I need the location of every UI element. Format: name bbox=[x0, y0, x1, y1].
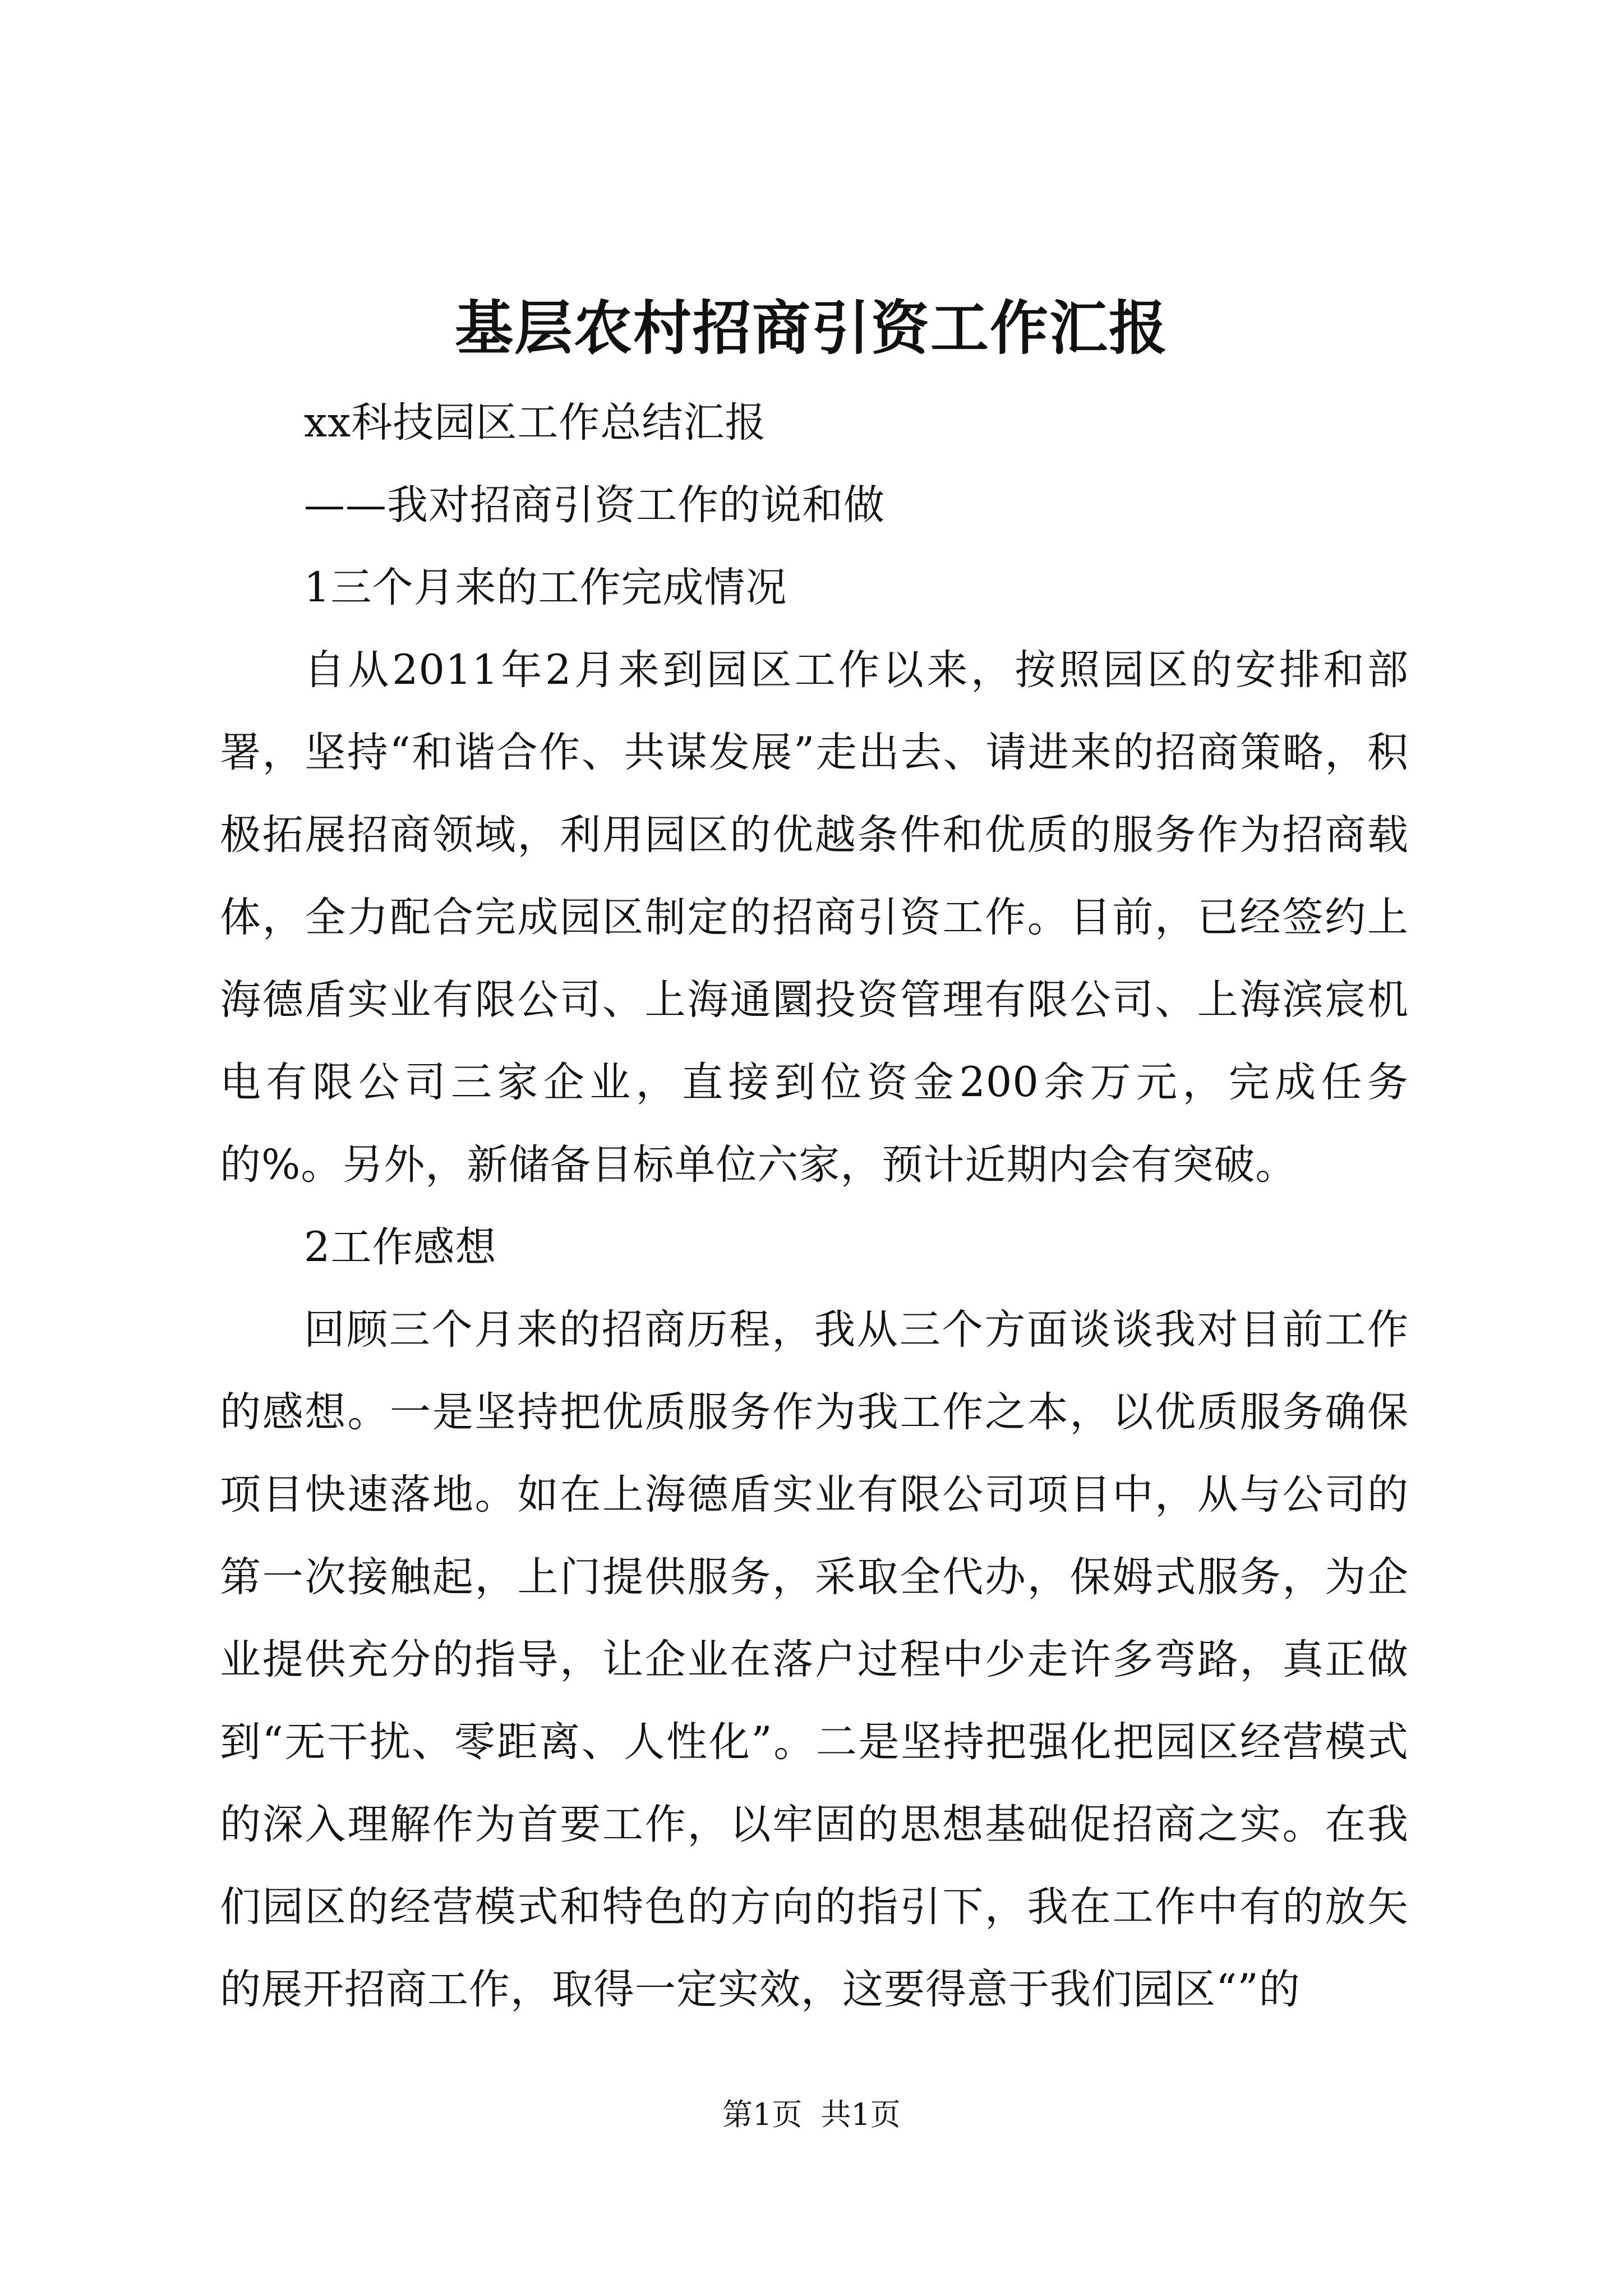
page-number: 第1页 bbox=[722, 2097, 803, 2132]
page-footer bbox=[0, 2092, 1623, 2137]
section-heading-1: 1三个月来的工作完成情况 bbox=[304, 564, 787, 611]
body-paragraph-2: 回顾三个月来的招商历程，我从三个方面谈谈我对目前工作的感想。一是坚持把优质服务作为我工作之本，以优质服务确保项目快速落地。如在上海德盾实业有限公司项目中，从与公司的第一次接触起，上门提供服务，采取全代办，保姆式服务，为企业提供充分的指导，让企业在落户过程中少走许多弯路，真正做到“无干扰、零距离、人性化”。二是坚持把强化把园区经营模式的深入理解作为首要工作，以牢固的思想基础促招商之实。在我们园区的经营模式和特色的方向的指引下，我在工作中有的放矢的展开招商工作，取得一定实效，这要得意于我们园区“”的 bbox=[220, 1306, 1409, 2013]
section-heading-2: 2工作感想 bbox=[304, 1223, 497, 1271]
document-title: 基层农村招商引资工作汇报 bbox=[454, 293, 1168, 362]
subtitle-paragraph: xx科技园区工作总结汇报 bbox=[304, 399, 767, 447]
page-total: 共1页 bbox=[820, 2097, 901, 2132]
body-paragraph-1: 自从2011年2月来到园区工作以来，按照园区的安排和部署，坚持“和谐合作、共谋发展”走出去、请进来的招商策略，积极拓展招商领域，利用园区的优越条件和优质的服务作为招商载体，全力配合完成园区制定的招商引资工作。目前，已经签约上海德盾实业有限公司、上海通圜投资管理有限公司、上海滨宸机电有限公司三家企业，直接到位资金200余万元，完成任务的%。另外，新储备目标单位六家，预计近期内会有突破。 bbox=[220, 646, 1409, 1189]
subheading-paragraph: ——我对招商引资工作的说和做 bbox=[304, 481, 885, 529]
